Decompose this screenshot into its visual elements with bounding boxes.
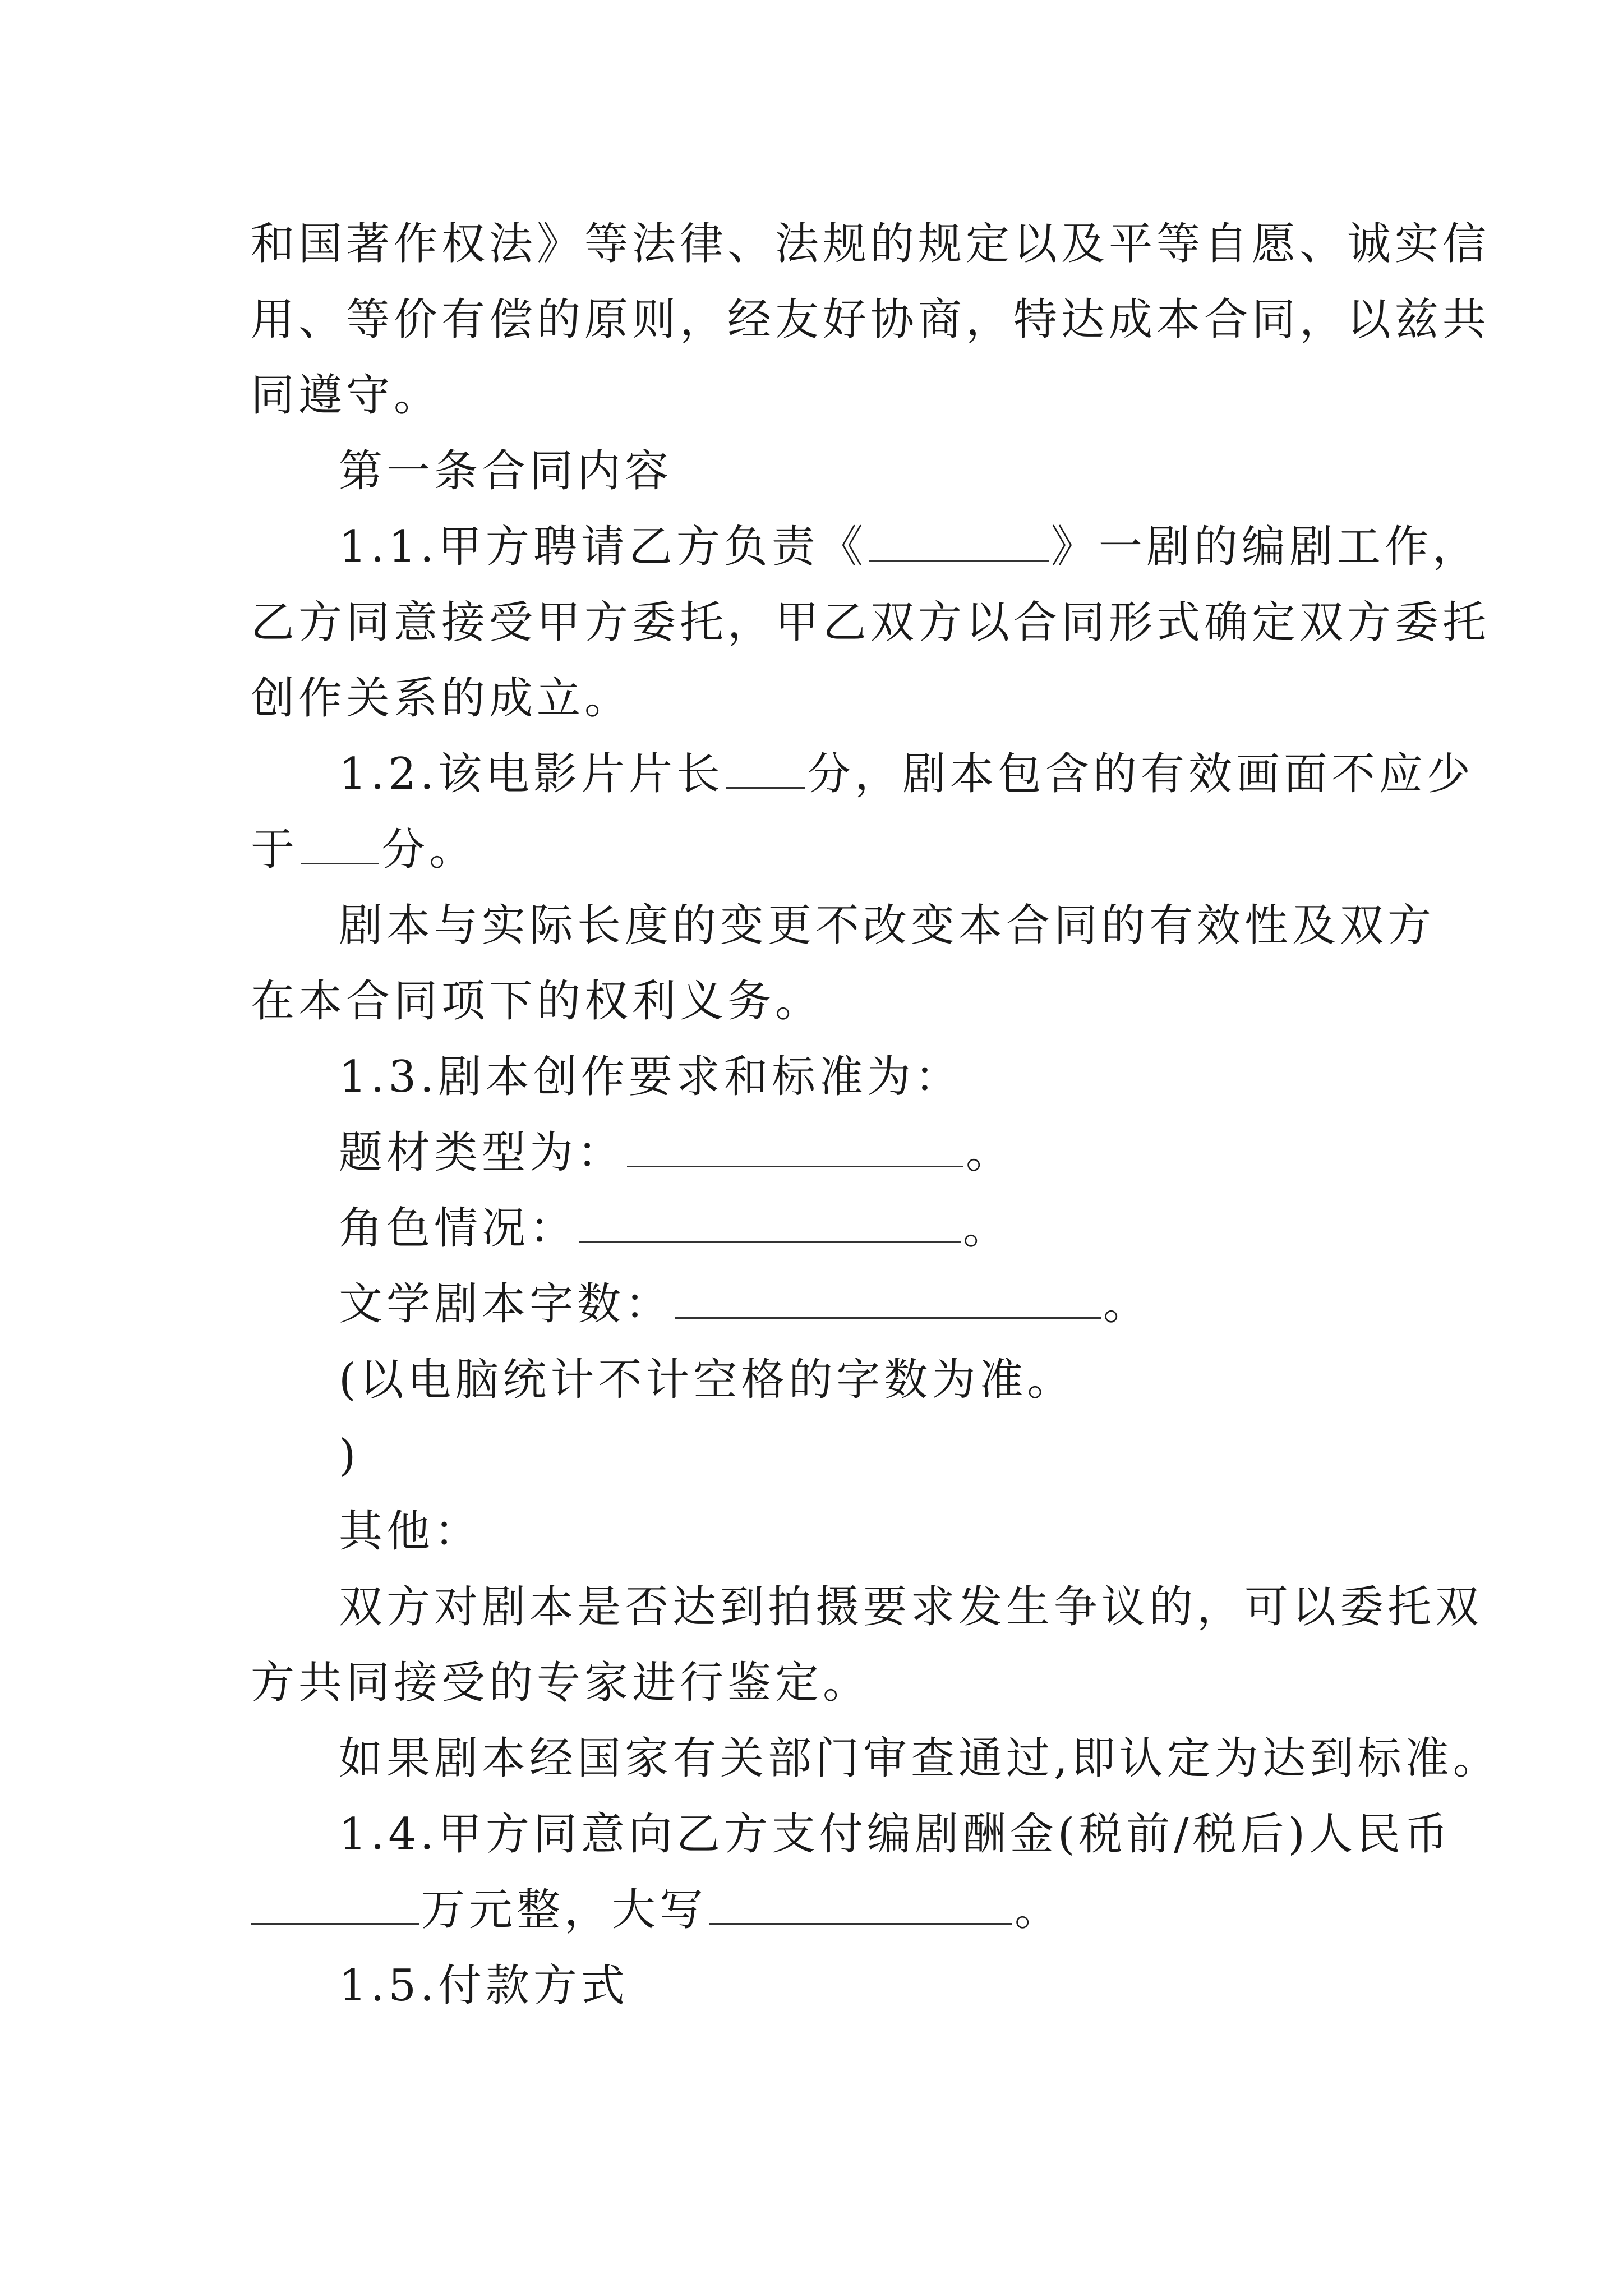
paragraph-line: [339, 1503, 482, 1559]
line-text: 和国著作权法》等法律、法规的规定以及平等自愿、诚实信: [251, 219, 1491, 269]
fill-blank-title: [869, 519, 1049, 562]
line-text: 角色情况：: [339, 1203, 578, 1254]
paragraph-line: [251, 595, 1490, 651]
paragraph-line: [339, 1428, 359, 1484]
clause-1-3: [339, 1049, 962, 1105]
line-text: ): [339, 1430, 360, 1481]
requirement-word-count: [339, 1276, 1151, 1332]
line-text: 在本合同项下的权利义务。: [251, 976, 823, 1027]
line-text: 分。: [381, 825, 477, 875]
paragraph-line: [251, 367, 441, 424]
paragraph-line: [251, 216, 1490, 272]
line-text: 》一剧的编剧工作，: [1050, 522, 1480, 572]
clause-1-4: [339, 1806, 1452, 1862]
line-text: 同遵守。: [251, 370, 442, 421]
heading-text: 第一条合同内容: [339, 446, 673, 496]
line-text: 剧本与实际长度的变更不改变本合同的有效性及双方: [339, 900, 1436, 951]
fill-blank-word-count: [675, 1277, 1101, 1319]
line-text: 创作关系的成立。: [251, 673, 633, 724]
paragraph-line: [251, 822, 477, 878]
line-text: 用、等价有偿的原则，经友好协商，特达成本合同，以兹共: [251, 295, 1491, 345]
requirement-genre: [339, 1125, 1013, 1181]
paragraph-line: [251, 670, 632, 726]
line-text: 。: [963, 1203, 1011, 1254]
line-text: 1.1.甲方聘请乙方负责《: [339, 522, 867, 572]
line-text: 1.3.剧本创作要求和标准为：: [339, 1052, 962, 1102]
clause-1-1: [339, 519, 1480, 575]
line-text: 于: [251, 825, 299, 875]
line-text: 1.4.甲方同意向乙方支付编剧酬金(税前/税后)人民币: [339, 1809, 1452, 1860]
paragraph-line: [339, 1352, 1075, 1408]
line-text: 双方对剧本是否达到拍摄要求发生争议的，可以委托双: [339, 1582, 1483, 1632]
line-text: (以电脑统计不计空格的字数为准。: [339, 1355, 1075, 1405]
fill-blank-length: [726, 747, 805, 789]
clause-1-5: [339, 1958, 629, 2014]
line-text: 1.2.该电影片片长: [339, 749, 724, 799]
line-text: 如果剧本经国家有关部门审查通过,即认定为达到标准。: [339, 1733, 1501, 1784]
line-text: 。: [966, 1128, 1014, 1178]
fill-blank-amount-words: [709, 1883, 1012, 1925]
fill-blank-min-length: [301, 822, 379, 864]
paragraph-line: [251, 292, 1490, 348]
paragraph-line: [251, 1655, 870, 1711]
fill-blank-genre: [627, 1125, 963, 1167]
line-text: 。: [1103, 1279, 1151, 1329]
paragraph-line: [251, 973, 823, 1029]
section-heading: [339, 443, 672, 499]
line-text: 万元整，大写: [421, 1885, 708, 1935]
paragraph-line: [251, 1882, 1062, 1938]
line-text: 方共同接受的专家进行鉴定。: [251, 1658, 871, 1708]
paragraph-line: [339, 898, 1435, 954]
paragraph-line: [339, 1579, 1483, 1635]
requirement-roles: [339, 1200, 1011, 1257]
clause-1-2: [339, 746, 1474, 802]
line-text: 题材类型为：: [339, 1128, 625, 1178]
paragraph-line: [339, 1731, 1501, 1787]
fill-blank-roles: [579, 1201, 961, 1243]
line-text: 。: [1015, 1885, 1063, 1935]
line-text: 乙方同意接受甲方委托，甲乙双方以合同形式确定双方委托: [251, 597, 1491, 648]
fill-blank-amount: [251, 1883, 419, 1925]
line-text: 其他：: [339, 1506, 482, 1557]
line-text: 分，剧本包含的有效画面不应少: [806, 749, 1474, 799]
line-text: 1.5.付款方式: [339, 1961, 629, 2011]
line-text: 文学剧本字数：: [339, 1279, 673, 1329]
